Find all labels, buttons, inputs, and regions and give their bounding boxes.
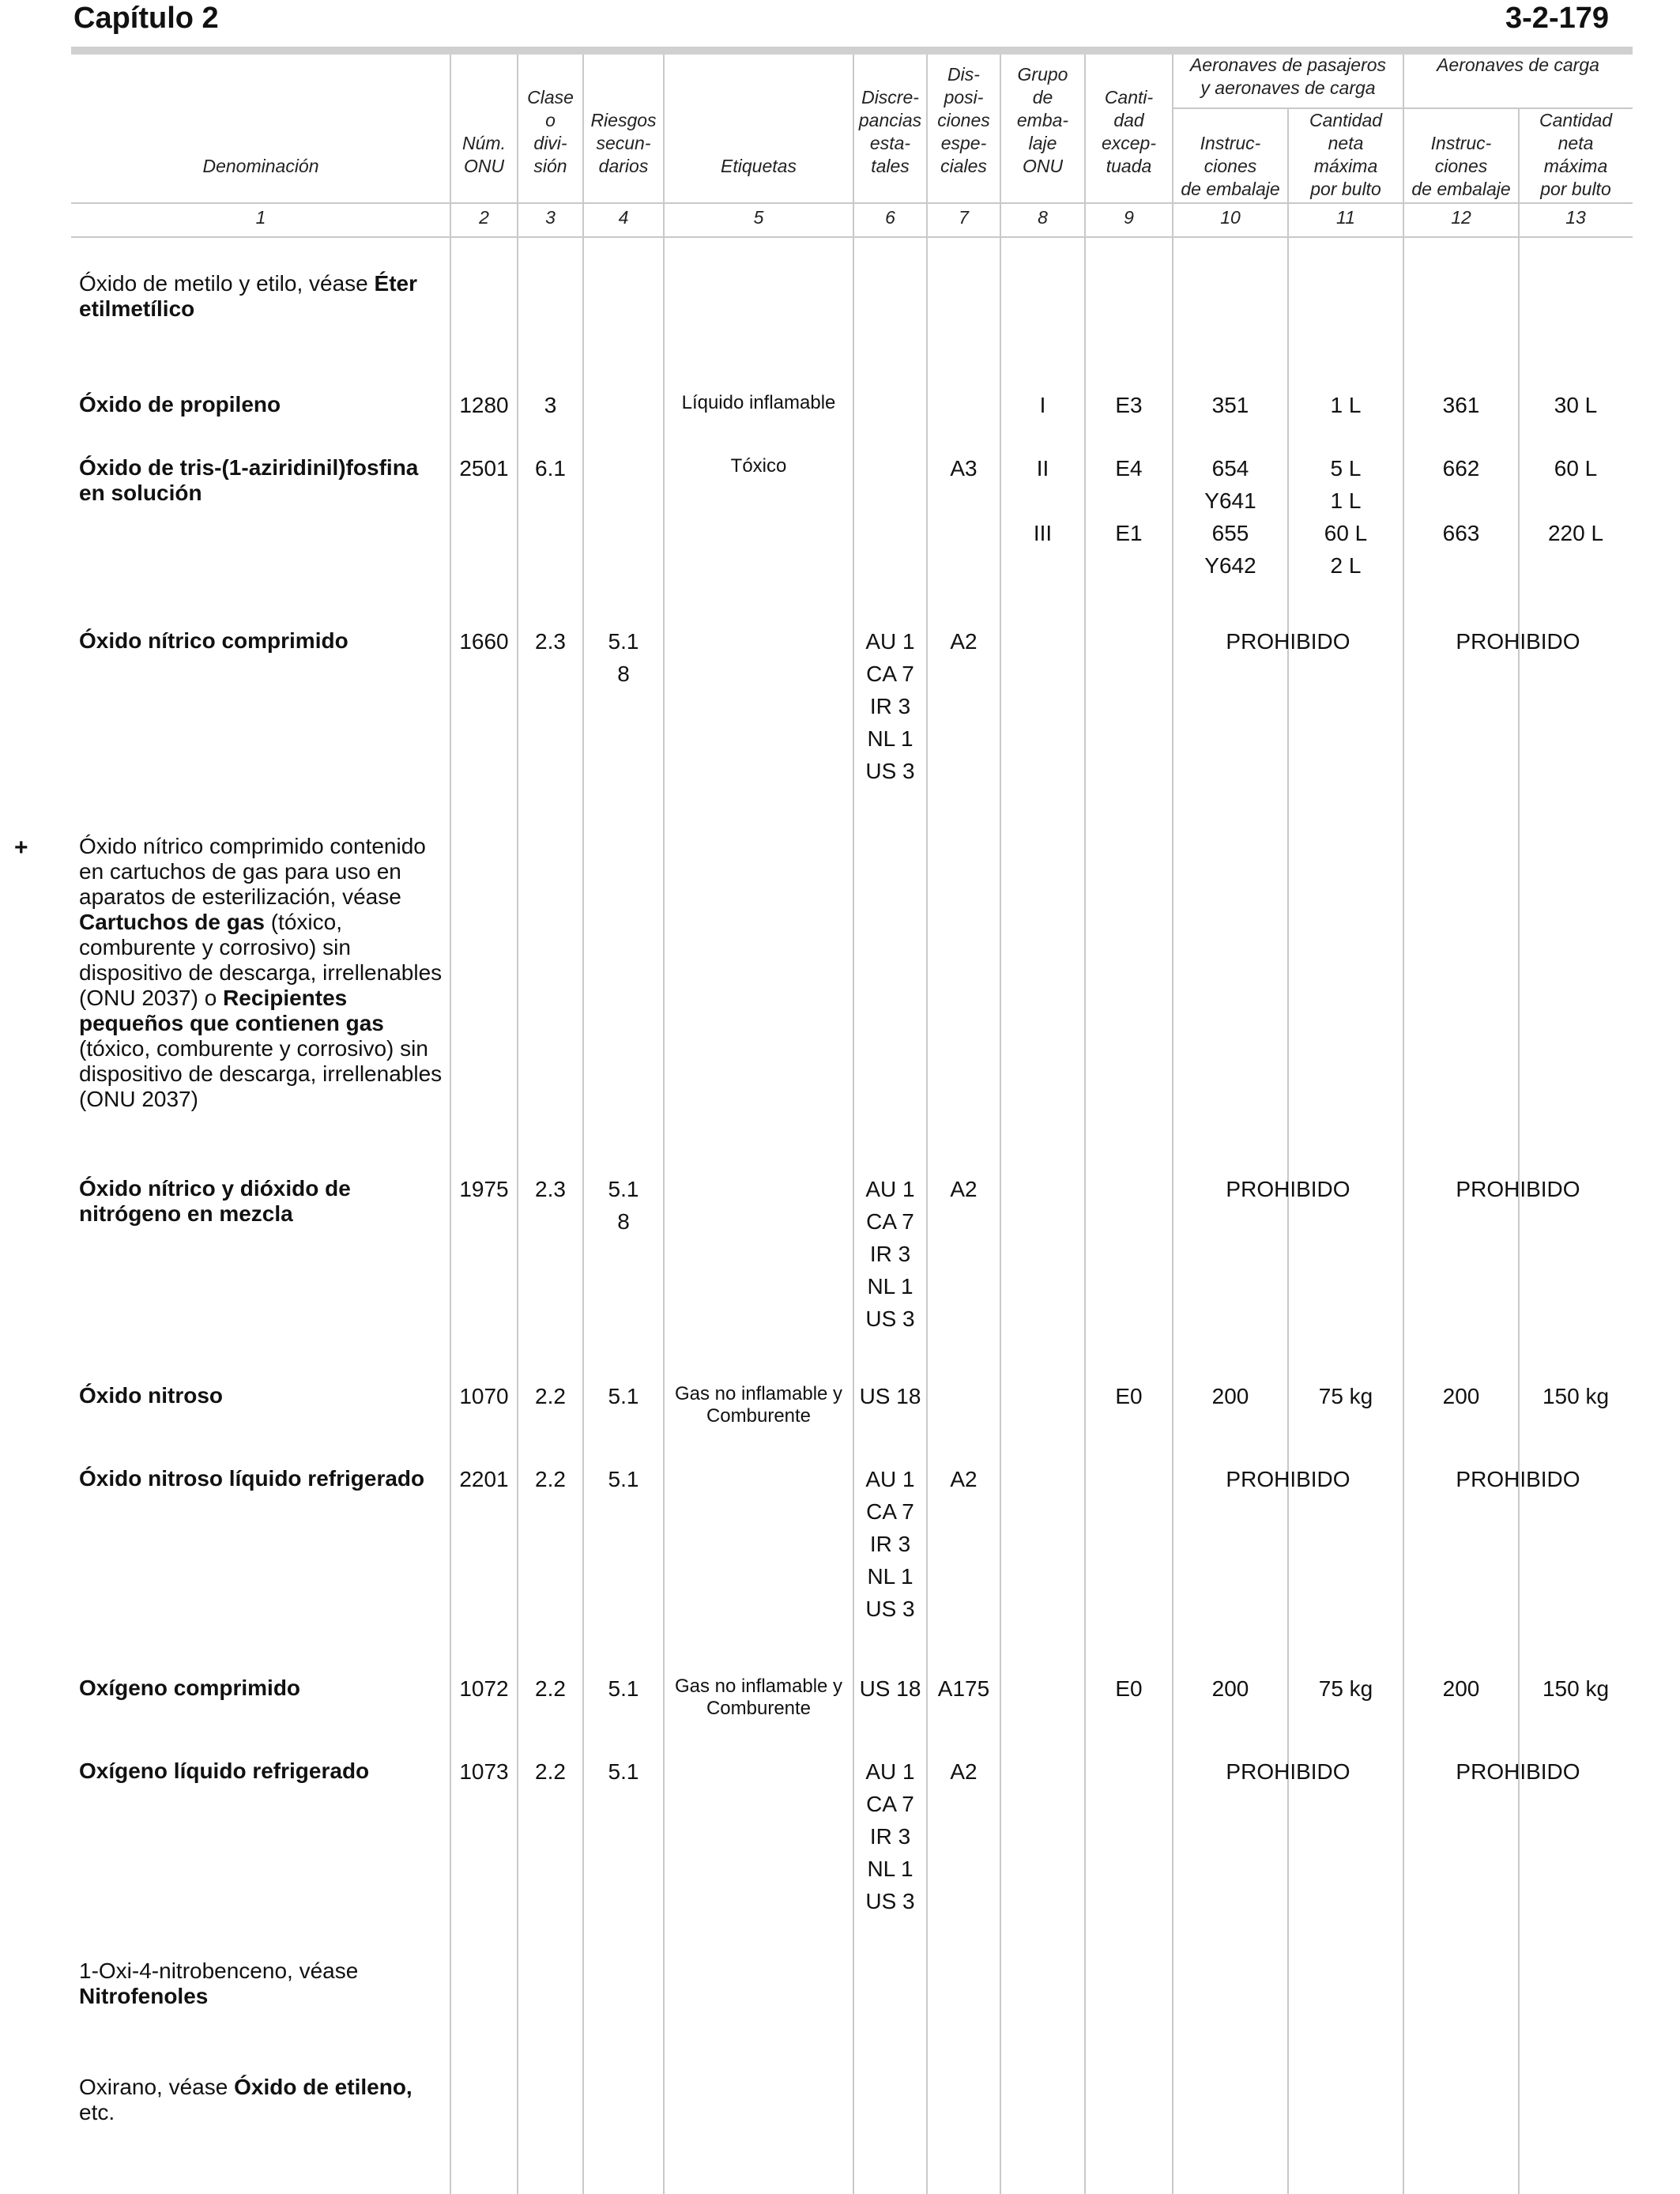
passenger-max-net-quantity: 1 L (1330, 393, 1362, 417)
column-number: 13 (1565, 207, 1586, 228)
column-divider (582, 55, 584, 2194)
passenger-forbidden: PROHIBIDO (1226, 629, 1350, 654)
substance-name: Oxígeno comprimido (79, 1676, 301, 1700)
column-divider (1518, 109, 1520, 2194)
un-number: 2201 (459, 1467, 509, 1491)
header-cantidad-pasajeros: Cantidad neta máxima por bulto (1309, 110, 1383, 199)
substance-name: Óxido de tris-(1-aziridinil)fosfina en solución (79, 455, 419, 505)
excepted-quantity: E4 E1 (1115, 456, 1143, 545)
header-instrucciones-carga: Instruc- ciones de embalaje (1411, 133, 1511, 199)
substance-name: Oxirano, véase Óxido de etileno, etc. (79, 2075, 412, 2124)
un-number: 1280 (459, 393, 509, 417)
header-denominacion: Denominación (202, 156, 319, 176)
header-bottom-rule (71, 202, 1633, 204)
packing-group: I (1039, 393, 1046, 417)
column-number: 4 (618, 207, 629, 228)
state-variation: US 18 (859, 1676, 921, 1701)
cargo-forbidden: PROHIBIDO (1456, 1177, 1580, 1201)
column-divider (663, 55, 665, 2194)
excepted-quantity: E0 (1115, 1676, 1143, 1701)
subsidiary-risk: 5.1 (608, 1759, 639, 1784)
special-provision: A175 (937, 1676, 990, 1701)
passenger-max-net-quantity: 5 L 1 L 60 L 2 L (1324, 456, 1368, 578)
subsidiary-risk: 5.1 8 (608, 629, 639, 686)
passenger-forbidden: PROHIBIDO (1226, 1467, 1350, 1491)
class-division: 2.2 (535, 1676, 566, 1701)
colnum-rule (71, 236, 1633, 238)
class-division: 6.1 (535, 456, 566, 481)
column-divider (1172, 55, 1173, 2194)
state-variation: US 18 (859, 1384, 921, 1408)
revision-mark: + (14, 835, 28, 861)
cargo-max-net-quantity: 150 kg (1542, 1676, 1610, 1701)
column-number: 7 (959, 207, 969, 228)
passenger-max-net-quantity: 75 kg (1318, 1676, 1373, 1701)
header-disposiciones: Dis- posi- ciones espe- ciales (937, 64, 990, 176)
column-divider (517, 55, 518, 2194)
state-variation: AU 1 CA 7 IR 3 NL 1 US 3 (865, 1467, 915, 1621)
un-number: 1073 (459, 1759, 509, 1784)
substance-name: Óxido nítrico comprimido contenido en cartuchos de gas para uso en aparatos de esterilización, véase Cartuchos de gas (tóxico, comburente y corrosivo) sin dispositivo de descarga, irrellenables (ONU 2037) o Recipientes pequeños que contienen gas (tóxico, comburente y corrosivo) sin dispositivo de descarga, irrellenables (ONU 2037) (79, 834, 443, 1111)
header-etiquetas: Etiquetas (721, 156, 797, 176)
column-number: 8 (1038, 207, 1048, 228)
header-carga: Aeronaves de carga (1437, 55, 1599, 75)
subsidiary-risk: 5.1 (608, 1467, 639, 1491)
cargo-forbidden: PROHIBIDO (1456, 1759, 1580, 1784)
header-grupo: Grupo de emba- laje ONU (1016, 64, 1069, 176)
substance-name: Óxido de propileno (79, 392, 281, 417)
substance-name: Óxido nitroso líquido refrigerado (79, 1466, 425, 1491)
state-variation: AU 1 CA 7 IR 3 NL 1 US 3 (865, 1177, 915, 1331)
excepted-quantity: E3 (1115, 393, 1143, 417)
column-divider (450, 55, 451, 2194)
column-number: 12 (1451, 207, 1471, 228)
un-number: 2501 (459, 456, 509, 481)
passenger-packing-instruction: 654 Y641 655 Y642 (1204, 456, 1256, 578)
column-number: 11 (1336, 207, 1355, 228)
class-division: 2.2 (535, 1759, 566, 1784)
substance-name: Óxido nítrico comprimido (79, 628, 348, 653)
label: Gas no inflamable y Comburente (674, 1383, 843, 1427)
column-number: 1 (255, 207, 266, 228)
cargo-forbidden: PROHIBIDO (1456, 1467, 1580, 1491)
class-division: 2.2 (535, 1384, 566, 1408)
passenger-packing-instruction: 200 (1211, 1676, 1249, 1701)
un-number: 1660 (459, 629, 509, 654)
column-number: 9 (1124, 207, 1134, 228)
packing-group: II III (1033, 456, 1053, 545)
passenger-packing-instruction: 351 (1211, 393, 1249, 417)
column-divider (1403, 55, 1404, 2194)
cargo-max-net-quantity: 150 kg (1542, 1384, 1610, 1408)
cargo-packing-instruction: 662 663 (1442, 456, 1480, 545)
excepted-quantity: E0 (1115, 1384, 1143, 1408)
column-number: 6 (885, 207, 895, 228)
header-pasajeros: Aeronaves de pasajeros y aeronaves de carga (1189, 55, 1387, 98)
state-variation: AU 1 CA 7 IR 3 NL 1 US 3 (865, 629, 915, 783)
passenger-max-net-quantity: 75 kg (1318, 1384, 1373, 1408)
special-provision: A3 (950, 456, 977, 481)
class-division: 3 (544, 393, 557, 417)
page-number: 3-2-179 (1505, 2, 1609, 35)
cargo-packing-instruction: 361 (1442, 393, 1480, 417)
passenger-forbidden: PROHIBIDO (1226, 1177, 1350, 1201)
class-division: 2.2 (535, 1467, 566, 1491)
label: Gas no inflamable y Comburente (674, 1676, 843, 1719)
subsidiary-risk: 5.1 8 (608, 1177, 639, 1234)
un-number: 1070 (459, 1384, 509, 1408)
passenger-packing-instruction: 200 (1211, 1384, 1249, 1408)
column-divider (1287, 109, 1289, 2194)
un-number: 1975 (459, 1177, 509, 1201)
cargo-forbidden: PROHIBIDO (1456, 629, 1580, 654)
column-number: 3 (545, 207, 556, 228)
header-instrucciones-pasajeros: Instruc- ciones de embalaje (1181, 133, 1280, 199)
substance-name: Óxido nítrico y dióxido de nitrógeno en mezcla (79, 1176, 351, 1226)
un-number: 1072 (459, 1676, 509, 1701)
special-provision: A2 (950, 629, 977, 654)
cargo-packing-instruction: 200 (1442, 1384, 1480, 1408)
substance-name: 1-Oxi-4-nitrobenceno, véase Nitrofenoles (79, 1958, 359, 2008)
cargo-packing-instruction: 200 (1442, 1676, 1480, 1701)
header-riesgos: Riesgos secun- darios (590, 110, 657, 176)
column-divider (1000, 55, 1001, 2194)
column-number: 10 (1220, 207, 1241, 228)
header-clase: Clase o divi- sión (527, 87, 574, 176)
special-provision: A2 (950, 1467, 977, 1491)
column-divider (1084, 55, 1086, 2194)
substance-name: Óxido de metilo y etilo, véase Éter etilmetílico (79, 271, 417, 321)
cargo-max-net-quantity: 60 L 220 L (1547, 456, 1604, 545)
substance-name: Oxígeno líquido refrigerado (79, 1759, 370, 1783)
state-variation: AU 1 CA 7 IR 3 NL 1 US 3 (865, 1759, 915, 1913)
substance-name: Óxido nitroso (79, 1383, 223, 1408)
subsidiary-risk: 5.1 (608, 1676, 639, 1701)
special-provision: A2 (950, 1177, 977, 1201)
special-provision: A2 (950, 1759, 977, 1784)
column-number: 2 (479, 207, 489, 228)
cargo-max-net-quantity: 30 L (1554, 393, 1598, 417)
label: Tóxico (730, 455, 787, 477)
header-cantidad-exceptuada: Canti- dad excep- tuada (1101, 87, 1157, 176)
subsidiary-risk: 5.1 (608, 1384, 639, 1408)
label: Líquido inflamable (681, 392, 836, 413)
chapter-title: Capítulo 2 (73, 2, 219, 35)
passenger-forbidden: PROHIBIDO (1226, 1759, 1350, 1784)
header-cantidad-carga: Cantidad neta máxima por bulto (1539, 110, 1613, 199)
header-discrepancias: Discre- pancias esta- tales (858, 87, 922, 176)
class-division: 2.3 (535, 1177, 566, 1201)
class-division: 2.3 (535, 629, 566, 654)
column-number: 5 (753, 207, 764, 228)
header-num-onu: Núm. ONU (462, 133, 506, 176)
